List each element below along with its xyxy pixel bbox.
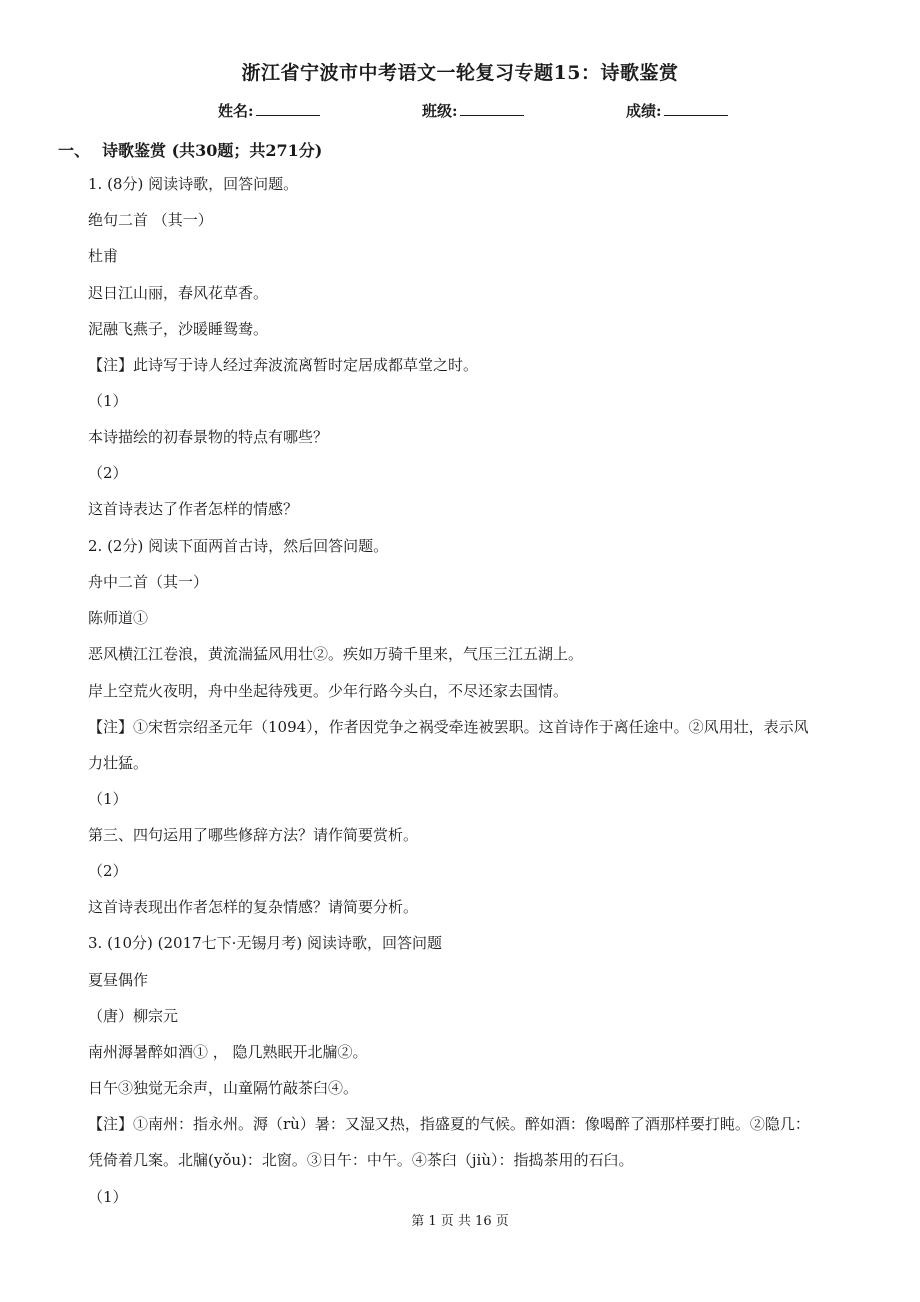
section-number: 一、 bbox=[58, 141, 91, 160]
name-label: 姓名: bbox=[218, 102, 254, 120]
poem-3-note-cont: 凭倚着几案。北牖(yǒu)：北窗。③日午：中午。④茶臼（jiù）：指捣茶用的石臼。 bbox=[88, 1151, 634, 1169]
poem-2-title: 舟中二首（其一） bbox=[88, 573, 209, 591]
sub-question-text: 本诗描绘的初春景物的特点有哪些？ bbox=[88, 428, 329, 446]
section-title: 诗歌鉴赏 (共30题；共271分) bbox=[102, 141, 323, 160]
poem-1-line: 泥融飞燕子，沙暖睡鸳鸯。 bbox=[88, 320, 269, 338]
name-field bbox=[218, 100, 320, 121]
poem-3-title: 夏昼偶作 bbox=[88, 971, 149, 989]
class-label: 班级: bbox=[422, 102, 458, 120]
sub-question-number: （2） bbox=[88, 862, 128, 880]
sub-question-text: 这首诗表达了作者怎样的情感？ bbox=[88, 500, 299, 518]
sub-question-text: 第三、四句运用了哪些修辞方法？请作简要赏析。 bbox=[88, 826, 419, 844]
sub-question-number: （2） bbox=[88, 464, 128, 482]
question-3-stem: 3. (10分) (2017七下·无锡月考) 阅读诗歌，回答问题 bbox=[88, 934, 443, 952]
sub-question-number: （1） bbox=[88, 1188, 128, 1206]
sub-question-text: 这首诗表现出作者怎样的复杂情感？请简要分析。 bbox=[88, 898, 419, 916]
student-info-row bbox=[0, 100, 920, 122]
poem-2-line: 恶风横江江卷浪，黄流湍猛风用壮②。疾如万骑千里来，气压三江五湖上。 bbox=[88, 645, 584, 663]
section-heading bbox=[58, 138, 322, 161]
poem-1-title: 绝句二首 （其一） bbox=[88, 211, 213, 229]
poem-3-line: 南州溽暑醉如酒① ， 隐几熟眠开北牖②。 bbox=[88, 1043, 368, 1061]
poem-2-author: 陈师道① bbox=[88, 609, 149, 627]
poem-1-note: 【注】此诗写于诗人经过奔波流离暂时定居成都草堂之时。 bbox=[88, 356, 479, 374]
poem-1-line: 迟日江山丽，春风花草香。 bbox=[88, 284, 269, 302]
sub-question-number: （1） bbox=[88, 790, 128, 808]
class-field bbox=[422, 100, 524, 121]
poem-3-author: （唐）柳宗元 bbox=[88, 1007, 179, 1025]
class-blank bbox=[460, 101, 524, 116]
page-title: 浙江省宁波市中考语文一轮复习专题15：诗歌鉴赏 bbox=[241, 62, 679, 84]
question-2-stem: 2. (2分) 阅读下面两首古诗，然后回答问题。 bbox=[88, 537, 389, 555]
score-field bbox=[626, 100, 728, 121]
score-label: 成绩: bbox=[626, 102, 662, 120]
question-1-stem: 1. (8分) 阅读诗歌，回答问题。 bbox=[88, 175, 299, 193]
poem-2-note: 【注】①宋哲宗绍圣元年（1094），作者因党争之祸受牵连被罢职。这首诗作于离任途中。②风用壮，表示风 bbox=[88, 718, 809, 736]
score-blank bbox=[664, 101, 728, 116]
name-blank bbox=[256, 101, 320, 116]
poem-2-line: 岸上空荒火夜明，舟中坐起待残更。少年行路今头白，不尽还家去国情。 bbox=[88, 682, 569, 700]
page-footer: 第 1 页 共 16 页 bbox=[411, 1214, 509, 1229]
poem-1-author: 杜甫 bbox=[88, 247, 119, 265]
sub-question-number: （1） bbox=[88, 392, 128, 410]
poem-2-note-cont: 力壮猛。 bbox=[88, 754, 149, 772]
poem-3-note: 【注】①南州：指永州。溽（rù）暑：又湿又热，指盛夏的气候。醉如酒：像喝醉了酒那样要打盹。②隐几： bbox=[88, 1115, 810, 1133]
poem-3-line: 日午③独觉无余声，山童隔竹敲茶臼④。 bbox=[88, 1079, 359, 1097]
